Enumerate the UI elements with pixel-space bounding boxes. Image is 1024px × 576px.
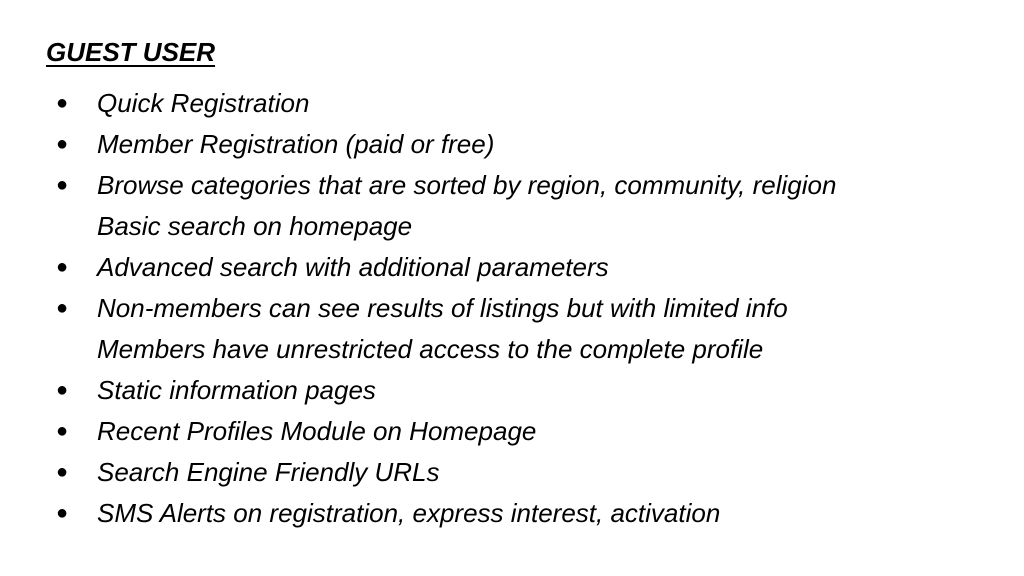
bullet-icon: ● xyxy=(55,297,69,319)
list-item-continuation xyxy=(0,329,1024,370)
list-item xyxy=(0,411,1024,452)
list-item-text: Member Registration (paid or free) xyxy=(97,129,495,159)
bullet-icon: ● xyxy=(55,174,69,196)
list-item-text: Non-members can see results of listings but with limited info xyxy=(97,293,788,323)
list-item-text: Static information pages xyxy=(97,375,376,405)
list-item-text: SMS Alerts on registration, express interest, activation xyxy=(97,498,721,528)
list-item xyxy=(0,370,1024,411)
list-item-text: Advanced search with additional parameters xyxy=(97,252,609,282)
bullet-icon: ● xyxy=(55,379,69,401)
list-item-continuation xyxy=(0,206,1024,247)
bullet-icon: ● xyxy=(55,502,69,524)
bullet-icon: ● xyxy=(55,92,69,114)
list-item xyxy=(0,247,1024,288)
list-item-text: Basic search on homepage xyxy=(97,211,413,241)
bullet-icon: ● xyxy=(55,133,69,155)
list-item xyxy=(0,493,1024,534)
list-item-text: Search Engine Friendly URLs xyxy=(97,457,440,487)
list-item-text: Members have unrestricted access to the complete profile xyxy=(97,334,764,364)
bullet-icon: ● xyxy=(55,461,69,483)
list-item-text: Browse categories that are sorted by region, community, religion xyxy=(97,170,837,200)
list-item xyxy=(0,165,1024,206)
list-item xyxy=(0,288,1024,329)
list-item xyxy=(0,124,1024,165)
bullet-icon: ● xyxy=(55,256,69,278)
list-item-text: Quick Registration xyxy=(97,88,310,118)
bullet-icon: ● xyxy=(55,420,69,442)
slide-title: GUEST USER xyxy=(46,37,216,67)
feature-list xyxy=(0,83,1024,534)
list-item xyxy=(0,452,1024,493)
list-item-text: Recent Profiles Module on Homepage xyxy=(97,416,537,446)
list-item xyxy=(0,83,1024,124)
